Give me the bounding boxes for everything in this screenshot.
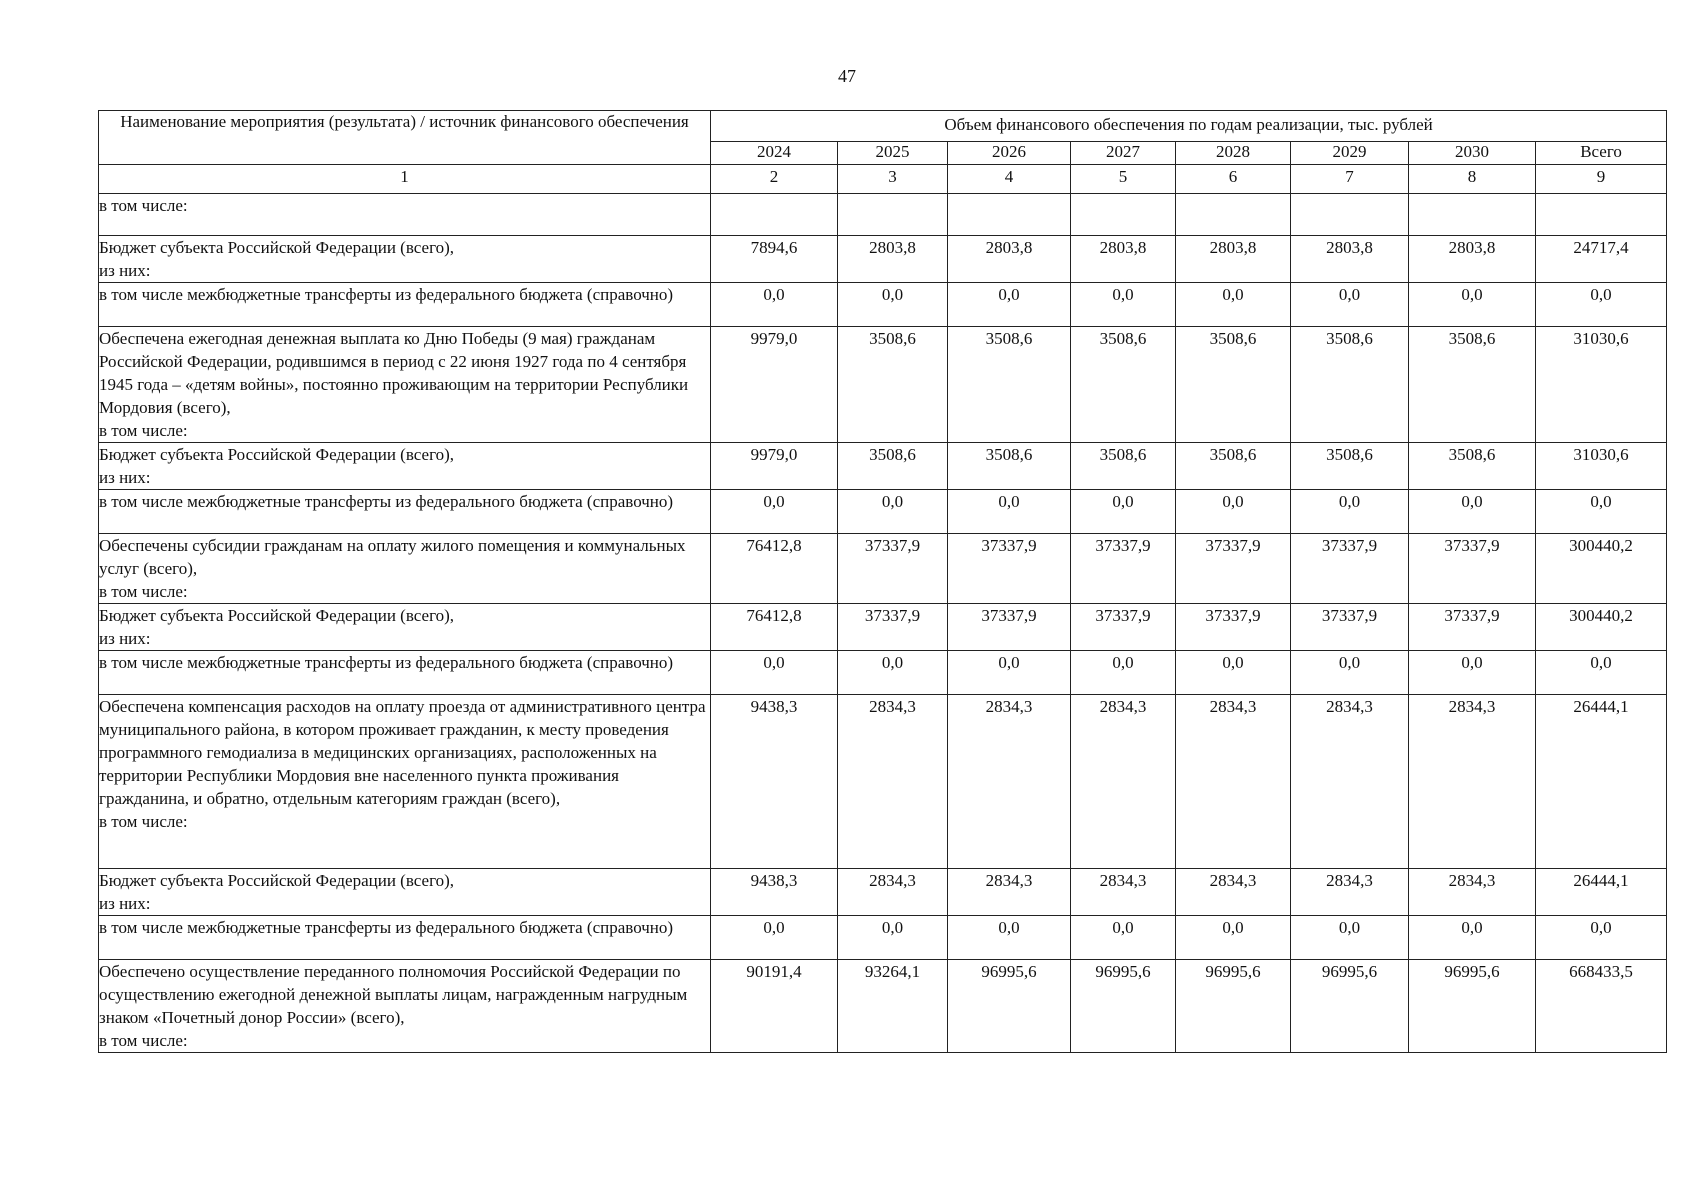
row-value-cell: 0,0 xyxy=(1176,651,1291,695)
row-value-cell xyxy=(1071,194,1176,236)
column-number: 9 xyxy=(1536,165,1667,194)
row-value-cell: 2803,8 xyxy=(838,236,948,283)
row-value-cell: 2834,3 xyxy=(948,695,1071,869)
year-header: 2026 xyxy=(948,142,1071,165)
row-value-cell: 96995,6 xyxy=(948,960,1071,1053)
row-name-cell: в том числе межбюджетные трансферты из федерального бюджета (справочно) xyxy=(99,651,711,695)
row-name-cell: Бюджет субъекта Российской Федерации (всего), из них: xyxy=(99,443,711,490)
row-value-cell: 0,0 xyxy=(1071,651,1176,695)
row-name-cell: Обеспечена ежегодная денежная выплата ко Дню Победы (9 мая) гражданам Российской Федерации, родившимся в период с 22 июня 1927 года по 4 сентября 1945 года – «детям войны», постоянно проживающим на территории Республики Мордовия (всего), в том числе: xyxy=(99,327,711,443)
row-value-cell: 76412,8 xyxy=(711,604,838,651)
row-value-cell: 37337,9 xyxy=(838,604,948,651)
table-body xyxy=(99,194,1667,1053)
row-value-cell: 2834,3 xyxy=(1291,695,1409,869)
row-value-cell: 37337,9 xyxy=(1176,534,1291,604)
table-row xyxy=(99,604,1667,651)
row-value-cell: 37337,9 xyxy=(948,534,1071,604)
table-row xyxy=(99,194,1667,236)
row-total-cell: 668433,5 xyxy=(1536,960,1667,1053)
row-value-cell: 0,0 xyxy=(1176,490,1291,534)
row-value-cell: 0,0 xyxy=(1409,916,1536,960)
row-value-cell xyxy=(838,194,948,236)
row-name-cell: Бюджет субъекта Российской Федерации (всего), из них: xyxy=(99,236,711,283)
row-value-cell: 3508,6 xyxy=(1409,327,1536,443)
row-value-cell: 0,0 xyxy=(1409,283,1536,327)
table-row xyxy=(99,869,1667,916)
table-row xyxy=(99,236,1667,283)
table-row xyxy=(99,490,1667,534)
header-volume-cell: Объем финансового обеспечения по годам реализации, тыс. рублей xyxy=(711,111,1667,142)
row-value-cell: 3508,6 xyxy=(838,443,948,490)
row-value-cell: 0,0 xyxy=(948,916,1071,960)
row-total-cell: 31030,6 xyxy=(1536,327,1667,443)
row-value-cell: 0,0 xyxy=(1291,651,1409,695)
total-header: Всего xyxy=(1536,142,1667,165)
table-row xyxy=(99,651,1667,695)
year-header: 2025 xyxy=(838,142,948,165)
row-value-cell: 0,0 xyxy=(1409,490,1536,534)
row-name-cell: Бюджет субъекта Российской Федерации (всего), из них: xyxy=(99,869,711,916)
row-value-cell: 2803,8 xyxy=(1291,236,1409,283)
header-name-cell: Наименование мероприятия (результата) / источник финансового обеспечения xyxy=(99,111,711,165)
row-value-cell: 93264,1 xyxy=(838,960,948,1053)
row-total-cell: 300440,2 xyxy=(1536,534,1667,604)
row-total-cell xyxy=(1536,194,1667,236)
row-total-cell: 0,0 xyxy=(1536,651,1667,695)
row-value-cell: 2803,8 xyxy=(1176,236,1291,283)
column-number: 3 xyxy=(838,165,948,194)
row-value-cell: 9438,3 xyxy=(711,695,838,869)
row-value-cell: 96995,6 xyxy=(1176,960,1291,1053)
column-number: 6 xyxy=(1176,165,1291,194)
row-name-cell: Бюджет субъекта Российской Федерации (всего), из них: xyxy=(99,604,711,651)
row-name-cell: в том числе: xyxy=(99,194,711,236)
table-row xyxy=(99,534,1667,604)
row-value-cell xyxy=(711,194,838,236)
table-row xyxy=(99,283,1667,327)
row-value-cell: 2834,3 xyxy=(838,869,948,916)
row-value-cell: 0,0 xyxy=(711,490,838,534)
row-value-cell: 3508,6 xyxy=(948,443,1071,490)
column-number: 2 xyxy=(711,165,838,194)
row-value-cell: 2803,8 xyxy=(1409,236,1536,283)
row-name-cell: в том числе межбюджетные трансферты из федерального бюджета (справочно) xyxy=(99,916,711,960)
row-total-cell: 300440,2 xyxy=(1536,604,1667,651)
year-header: 2027 xyxy=(1071,142,1176,165)
row-value-cell: 0,0 xyxy=(1071,490,1176,534)
row-total-cell: 0,0 xyxy=(1536,283,1667,327)
row-value-cell: 2834,3 xyxy=(1176,695,1291,869)
row-value-cell: 76412,8 xyxy=(711,534,838,604)
row-value-cell: 0,0 xyxy=(838,490,948,534)
row-total-cell: 31030,6 xyxy=(1536,443,1667,490)
row-value-cell: 2803,8 xyxy=(1071,236,1176,283)
year-header: 2029 xyxy=(1291,142,1409,165)
year-header: 2030 xyxy=(1409,142,1536,165)
year-header: 2028 xyxy=(1176,142,1291,165)
row-value-cell: 3508,6 xyxy=(1409,443,1536,490)
row-value-cell: 0,0 xyxy=(1176,916,1291,960)
table-row xyxy=(99,327,1667,443)
row-value-cell: 3508,6 xyxy=(1291,327,1409,443)
row-value-cell: 2803,8 xyxy=(948,236,1071,283)
row-value-cell: 37337,9 xyxy=(838,534,948,604)
row-value-cell: 9438,3 xyxy=(711,869,838,916)
row-value-cell: 0,0 xyxy=(711,916,838,960)
row-value-cell: 0,0 xyxy=(711,283,838,327)
row-value-cell: 0,0 xyxy=(838,283,948,327)
row-value-cell: 0,0 xyxy=(1291,916,1409,960)
year-header: 2024 xyxy=(711,142,838,165)
row-value-cell: 3508,6 xyxy=(1071,443,1176,490)
row-value-cell: 37337,9 xyxy=(1409,534,1536,604)
row-total-cell: 24717,4 xyxy=(1536,236,1667,283)
column-number: 5 xyxy=(1071,165,1176,194)
row-value-cell: 9979,0 xyxy=(711,327,838,443)
row-value-cell: 37337,9 xyxy=(1176,604,1291,651)
row-name-cell: в том числе межбюджетные трансферты из федерального бюджета (справочно) xyxy=(99,490,711,534)
row-value-cell: 2834,3 xyxy=(948,869,1071,916)
row-value-cell xyxy=(1409,194,1536,236)
row-value-cell: 2834,3 xyxy=(1176,869,1291,916)
row-value-cell: 0,0 xyxy=(1071,916,1176,960)
row-value-cell xyxy=(948,194,1071,236)
row-value-cell: 0,0 xyxy=(1291,490,1409,534)
row-value-cell: 3508,6 xyxy=(1176,443,1291,490)
row-value-cell: 2834,3 xyxy=(1071,869,1176,916)
row-total-cell: 26444,1 xyxy=(1536,695,1667,869)
row-name-cell: Обеспечены субсидии гражданам на оплату жилого помещения и коммунальных услуг (всего), в том числе: xyxy=(99,534,711,604)
row-value-cell: 3508,6 xyxy=(1291,443,1409,490)
row-value-cell: 0,0 xyxy=(838,651,948,695)
row-value-cell xyxy=(1176,194,1291,236)
row-value-cell: 37337,9 xyxy=(1071,534,1176,604)
table-row xyxy=(99,443,1667,490)
row-value-cell: 37337,9 xyxy=(948,604,1071,651)
row-value-cell: 3508,6 xyxy=(1176,327,1291,443)
row-value-cell: 0,0 xyxy=(948,490,1071,534)
column-number: 7 xyxy=(1291,165,1409,194)
row-value-cell: 0,0 xyxy=(1291,283,1409,327)
row-value-cell: 96995,6 xyxy=(1071,960,1176,1053)
table-row xyxy=(99,960,1667,1053)
row-value-cell: 37337,9 xyxy=(1409,604,1536,651)
page-number: 47 xyxy=(838,66,856,86)
row-value-cell: 0,0 xyxy=(948,651,1071,695)
column-number: 8 xyxy=(1409,165,1536,194)
row-value-cell: 2834,3 xyxy=(1409,695,1536,869)
row-value-cell: 0,0 xyxy=(1071,283,1176,327)
row-value-cell: 0,0 xyxy=(948,283,1071,327)
row-value-cell: 3508,6 xyxy=(1071,327,1176,443)
row-value-cell: 2834,3 xyxy=(838,695,948,869)
row-value-cell: 37337,9 xyxy=(1291,604,1409,651)
row-value-cell: 96995,6 xyxy=(1409,960,1536,1053)
row-value-cell: 37337,9 xyxy=(1071,604,1176,651)
row-total-cell: 0,0 xyxy=(1536,490,1667,534)
column-numbers-row xyxy=(99,165,1667,194)
row-value-cell: 0,0 xyxy=(838,916,948,960)
table-row xyxy=(99,695,1667,869)
row-value-cell: 2834,3 xyxy=(1071,695,1176,869)
row-value-cell: 0,0 xyxy=(1176,283,1291,327)
row-value-cell: 2834,3 xyxy=(1409,869,1536,916)
row-value-cell: 2834,3 xyxy=(1291,869,1409,916)
row-value-cell: 7894,6 xyxy=(711,236,838,283)
column-number: 4 xyxy=(948,165,1071,194)
financing-table xyxy=(98,110,1667,1053)
row-name-cell: Обеспечено осуществление переданного полномочия Российской Федерации по осуществлению ежегодной денежной выплаты лицам, награжденным нагрудным знаком «Почетный донор России» (всего), в том числе: xyxy=(99,960,711,1053)
row-total-cell: 26444,1 xyxy=(1536,869,1667,916)
row-value-cell: 9979,0 xyxy=(711,443,838,490)
table-row xyxy=(99,916,1667,960)
row-name-cell: в том числе межбюджетные трансферты из федерального бюджета (справочно) xyxy=(99,283,711,327)
row-value-cell: 3508,6 xyxy=(838,327,948,443)
row-value-cell xyxy=(1291,194,1409,236)
row-value-cell: 96995,6 xyxy=(1291,960,1409,1053)
row-total-cell: 0,0 xyxy=(1536,916,1667,960)
row-value-cell: 0,0 xyxy=(711,651,838,695)
row-value-cell: 0,0 xyxy=(1409,651,1536,695)
row-value-cell: 3508,6 xyxy=(948,327,1071,443)
row-value-cell: 90191,4 xyxy=(711,960,838,1053)
column-number: 1 xyxy=(99,165,711,194)
row-name-cell: Обеспечена компенсация расходов на оплату проезда от административного центра муниципального района, в котором проживает гражданин, к месту проведения программного гемодиализа в медицинских организациях, расположенных на территории Республики Мордовия вне населенного пункта проживания гражданина, и обратно, отдельным категориям граждан (всего), в том числе: xyxy=(99,695,711,869)
row-value-cell: 37337,9 xyxy=(1291,534,1409,604)
